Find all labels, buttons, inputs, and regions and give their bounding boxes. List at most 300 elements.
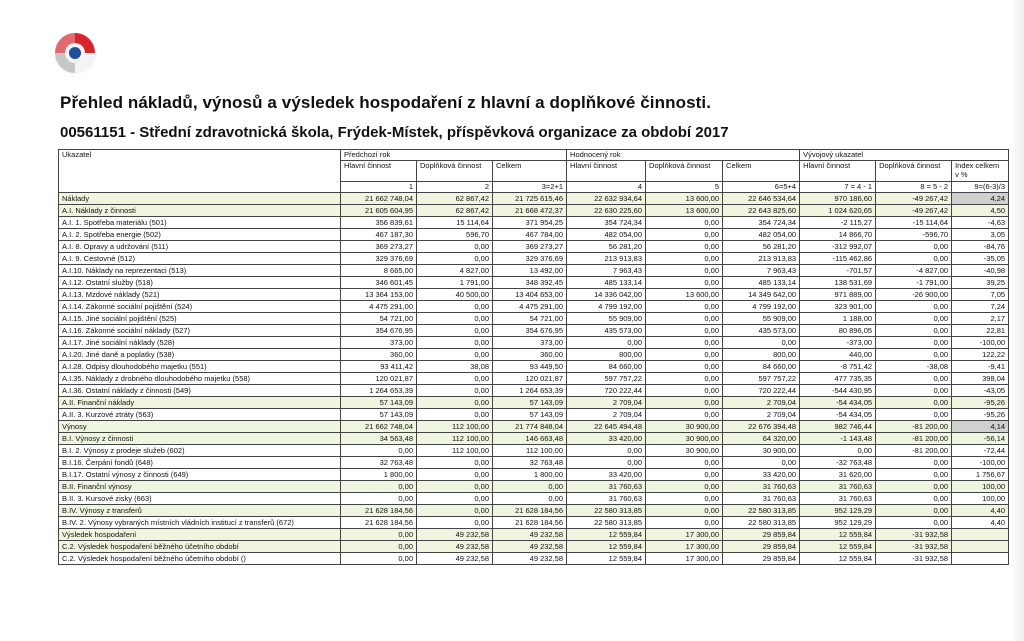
value-cell: 213 913,83	[567, 253, 646, 265]
table-row	[59, 217, 1009, 229]
row-label: A.I.20. Jiné daně a poplatky (538)	[59, 349, 341, 361]
value-cell: 0,00	[646, 313, 723, 325]
value-cell: 31 760,63	[567, 493, 646, 505]
row-label: Náklady	[59, 193, 341, 205]
value-cell: 100,00	[952, 481, 1009, 493]
value-cell: 354 676,95	[493, 325, 567, 337]
value-cell: 17 300,00	[646, 529, 723, 541]
value-cell: -1 791,00	[876, 277, 952, 289]
value-cell: 0,00	[417, 253, 493, 265]
value-cell: 1 264 653,39	[493, 385, 567, 397]
value-cell: 29 859,84	[723, 529, 800, 541]
value-cell: 0,00	[646, 301, 723, 313]
value-cell: 12 559,84	[567, 529, 646, 541]
row-label: Výnosy	[59, 421, 341, 433]
value-cell: 0,00	[417, 481, 493, 493]
value-cell: -2 115,27	[800, 217, 876, 229]
value-cell: 146 663,48	[493, 433, 567, 445]
table-row	[59, 385, 1009, 397]
value-cell: 22 580 313,85	[723, 517, 800, 529]
value-cell: 0,00	[493, 481, 567, 493]
value-cell: 8 665,00	[341, 265, 417, 277]
row-label: C.2. Výsledek hospodaření běžného účetního období	[59, 541, 341, 553]
value-cell: 0,00	[876, 337, 952, 349]
value-cell: 49 232,58	[493, 541, 567, 553]
value-cell: -81 200,00	[876, 433, 952, 445]
row-label: B.IV. 2. Výnosy vybraných místních vládních institucí z transferů (672)	[59, 517, 341, 529]
value-cell: 13 600,00	[646, 193, 723, 205]
value-cell: 597 757,22	[723, 373, 800, 385]
value-cell: 12 559,84	[567, 553, 646, 565]
table-row	[59, 205, 1009, 217]
value-cell: 49 232,58	[493, 529, 567, 541]
value-cell: 360,00	[341, 349, 417, 361]
value-cell: 100,00	[952, 493, 1009, 505]
value-cell: -100,00	[952, 457, 1009, 469]
value-cell: 12 559,84	[567, 541, 646, 553]
value-cell: -56,14	[952, 433, 1009, 445]
column-index: 2	[417, 182, 493, 193]
value-cell: 93 449,50	[493, 361, 567, 373]
value-cell: 17 300,00	[646, 553, 723, 565]
value-cell: -373,00	[800, 337, 876, 349]
value-cell: 0,00	[646, 397, 723, 409]
value-cell: 14 349 642,00	[723, 289, 800, 301]
table-row	[59, 253, 1009, 265]
value-cell: -72,44	[952, 445, 1009, 457]
value-cell: -38,08	[876, 361, 952, 373]
value-cell: 0,00	[646, 241, 723, 253]
value-cell	[952, 553, 1009, 565]
column-index: 5	[646, 182, 723, 193]
value-cell: 0,00	[646, 361, 723, 373]
value-cell: 33 420,00	[723, 469, 800, 481]
value-cell: -95,26	[952, 397, 1009, 409]
row-label: A.II. 3. Kurzové ztráty (563)	[59, 409, 341, 421]
value-cell: 31 760,63	[723, 493, 800, 505]
value-cell: 12 559,84	[800, 529, 876, 541]
value-cell: 122,22	[952, 349, 1009, 361]
column-index: 6=5+4	[723, 182, 800, 193]
value-cell: 22,81	[952, 325, 1009, 337]
value-cell: 30 900,00	[646, 421, 723, 433]
value-cell: 84 660,00	[723, 361, 800, 373]
value-cell: 0,00	[417, 505, 493, 517]
value-cell: 0,00	[646, 469, 723, 481]
value-cell: 0,00	[646, 217, 723, 229]
value-cell: 7,05	[952, 289, 1009, 301]
value-cell: 0,00	[567, 457, 646, 469]
report-table	[58, 149, 1009, 565]
value-cell: 32 763,48	[341, 457, 417, 469]
value-cell: 329 376,69	[341, 253, 417, 265]
value-cell: 0,00	[876, 325, 952, 337]
value-cell: 21 628 184,56	[493, 505, 567, 517]
value-cell: 14 336 042,00	[567, 289, 646, 301]
value-cell: -115 462,86	[800, 253, 876, 265]
table-row	[59, 469, 1009, 481]
value-cell: 21 662 748,04	[341, 193, 417, 205]
report-subtitle: 00561151 - Střední zdravotnická škola, Frýdek-Místek, příspěvková organizace za období 2017	[60, 124, 729, 141]
value-cell: 7 963,43	[567, 265, 646, 277]
value-cell: 0,00	[876, 301, 952, 313]
row-label: A.I. 9. Cestovné (512)	[59, 253, 341, 265]
value-cell: 0,00	[646, 493, 723, 505]
value-cell: 14 866,70	[800, 229, 876, 241]
header-group-trend: Vývojový ukazatel	[800, 150, 1009, 161]
value-cell: -95,26	[952, 409, 1009, 421]
row-label: A.I.16. Zákonné sociální náklady (527)	[59, 325, 341, 337]
table-row	[59, 373, 1009, 385]
value-cell: -81 200,00	[876, 445, 952, 457]
value-cell: 952 129,29	[800, 505, 876, 517]
table-row	[59, 337, 1009, 349]
value-cell: -1 143,48	[800, 433, 876, 445]
value-cell: 4 827,00	[417, 265, 493, 277]
value-cell: -701,57	[800, 265, 876, 277]
value-cell: 971 889,00	[800, 289, 876, 301]
value-cell: 21 725 615,46	[493, 193, 567, 205]
column-index: 8 = 5 - 2	[876, 182, 952, 193]
value-cell: 482 054,00	[723, 229, 800, 241]
table-row	[59, 325, 1009, 337]
value-cell: 0,00	[341, 541, 417, 553]
value-cell: 0,00	[646, 409, 723, 421]
header-subcolumn: Celkem	[723, 161, 800, 182]
value-cell: 22 580 313,85	[567, 505, 646, 517]
value-cell: 49 232,58	[417, 541, 493, 553]
header-group-row	[59, 150, 1009, 161]
value-cell: 30 900,00	[723, 445, 800, 457]
value-cell: -8 751,42	[800, 361, 876, 373]
value-cell: 120 021,87	[493, 373, 567, 385]
value-cell: 354 724,34	[567, 217, 646, 229]
value-cell: 4 475 291,00	[493, 301, 567, 313]
value-cell: 323 901,00	[800, 301, 876, 313]
report-title: Přehled nákladů, výnosů a výsledek hospodaření z hlavní a doplňkové činnosti.	[60, 93, 712, 112]
value-cell: 982 746,44	[800, 421, 876, 433]
header-group-previous-year: Předchozí rok	[341, 150, 567, 161]
value-cell: 0,00	[341, 445, 417, 457]
value-cell: -81 200,00	[876, 421, 952, 433]
value-cell: 356 839,61	[341, 217, 417, 229]
value-cell: 64 320,00	[723, 433, 800, 445]
value-cell: 720 222,44	[723, 385, 800, 397]
value-cell: 21 668 472,37	[493, 205, 567, 217]
row-label: B.II. 3. Kursové zisky (663)	[59, 493, 341, 505]
row-label: A.I.36. Ostatní náklady z činnosti (549)	[59, 385, 341, 397]
value-cell: -49 267,42	[876, 193, 952, 205]
value-cell: 4 475 291,00	[341, 301, 417, 313]
header-subcolumn: Hlavní činnost	[800, 161, 876, 182]
value-cell: 13 364 153,00	[341, 289, 417, 301]
value-cell: 2 709,04	[567, 397, 646, 409]
row-label: B.I. 2. Výnosy z prodeje služeb (602)	[59, 445, 341, 457]
value-cell: 435 573,00	[723, 325, 800, 337]
value-cell: 435 573,00	[567, 325, 646, 337]
value-cell: 0,00	[646, 505, 723, 517]
value-cell: 398,04	[952, 373, 1009, 385]
column-index: 1	[341, 182, 417, 193]
row-label: A.I. 2. Spotřeba energie (502)	[59, 229, 341, 241]
row-label: B.IV. Výnosy z transferů	[59, 505, 341, 517]
value-cell	[952, 541, 1009, 553]
value-cell: 0,00	[646, 229, 723, 241]
table-row	[59, 313, 1009, 325]
value-cell: 2 709,04	[723, 409, 800, 421]
value-cell: -4 827,00	[876, 265, 952, 277]
value-cell: 0,00	[417, 397, 493, 409]
value-cell: 21 628 184,56	[493, 517, 567, 529]
row-label: A.I. 1. Spotřeba materiálu (501)	[59, 217, 341, 229]
value-cell: 346 601,45	[341, 277, 417, 289]
value-cell: 485 133,14	[567, 277, 646, 289]
table-row	[59, 445, 1009, 457]
value-cell: 0,00	[646, 457, 723, 469]
value-cell: -54 434,05	[800, 397, 876, 409]
value-cell: -15 114,64	[876, 217, 952, 229]
value-cell: 0,00	[417, 301, 493, 313]
value-cell: -4,63	[952, 217, 1009, 229]
value-cell: 4,40	[952, 505, 1009, 517]
value-cell: 22 645 494,48	[567, 421, 646, 433]
row-label: A.I.35. Náklady z drobného dlouhodobého majetku (558)	[59, 373, 341, 385]
value-cell: 21 605 604,95	[341, 205, 417, 217]
value-cell: 34 563,48	[341, 433, 417, 445]
column-index: 9=(6-3)/3	[952, 182, 1009, 193]
row-label: A.II. Finanční náklady	[59, 397, 341, 409]
value-cell: 0,00	[723, 457, 800, 469]
value-cell: 0,00	[417, 241, 493, 253]
table-row	[59, 397, 1009, 409]
value-cell: 467 784,00	[493, 229, 567, 241]
value-cell: 952 129,29	[800, 517, 876, 529]
value-cell: 12 559,84	[800, 553, 876, 565]
value-cell: 57 143,09	[341, 397, 417, 409]
value-cell: 0,00	[417, 469, 493, 481]
value-cell: 467 187,30	[341, 229, 417, 241]
value-cell: -35,05	[952, 253, 1009, 265]
value-cell: 22 580 313,85	[723, 505, 800, 517]
value-cell: 93 411,42	[341, 361, 417, 373]
row-label: A.I.12. Ostatní služby (518)	[59, 277, 341, 289]
value-cell: -43,05	[952, 385, 1009, 397]
table-row	[59, 517, 1009, 529]
value-cell: 0,00	[646, 337, 723, 349]
value-cell: -49 267,42	[876, 205, 952, 217]
header-subcolumn: Index celkem v %	[952, 161, 1009, 182]
value-cell: 0,00	[341, 493, 417, 505]
value-cell: 0,00	[417, 313, 493, 325]
value-cell: 7,24	[952, 301, 1009, 313]
value-cell: -31 932,58	[876, 541, 952, 553]
header-group-evaluated-year: Hodnocený rok	[567, 150, 800, 161]
value-cell: 0,00	[646, 385, 723, 397]
value-cell: -544 430,95	[800, 385, 876, 397]
row-label: B.I. Výnosy z činnosti	[59, 433, 341, 445]
value-cell: 369 273,27	[341, 241, 417, 253]
value-cell: 30 900,00	[646, 445, 723, 457]
value-cell: 0,00	[876, 505, 952, 517]
value-cell: 29 859,84	[723, 541, 800, 553]
column-index: 4	[567, 182, 646, 193]
value-cell: 0,00	[646, 265, 723, 277]
value-cell: 3,05	[952, 229, 1009, 241]
value-cell: 22 630 225,60	[567, 205, 646, 217]
header-subcolumn: Hlavní činnost	[341, 161, 417, 182]
value-cell: 62 867,42	[417, 205, 493, 217]
value-cell: 0,00	[723, 337, 800, 349]
value-cell: 4 799 192,00	[567, 301, 646, 313]
row-label: C.2. Výsledek hospodaření běžného účetního období ()	[59, 553, 341, 565]
value-cell: 13 492,00	[493, 265, 567, 277]
value-cell: 354 676,95	[341, 325, 417, 337]
value-cell: 440,00	[800, 349, 876, 361]
value-cell: 12 559,84	[800, 541, 876, 553]
page-edge-shadow	[1010, 0, 1024, 641]
value-cell: 0,00	[876, 517, 952, 529]
value-cell: 55 909,00	[567, 313, 646, 325]
row-label: A.I. Náklady z činnosti	[59, 205, 341, 217]
row-label: A.I.17. Jiné sociální náklady (528)	[59, 337, 341, 349]
value-cell: -312 992,07	[800, 241, 876, 253]
value-cell: 1 756,67	[952, 469, 1009, 481]
header-subcolumn: Celkem	[493, 161, 567, 182]
value-cell: 4,40	[952, 517, 1009, 529]
table-row	[59, 409, 1009, 421]
value-cell: 4,14	[952, 421, 1009, 433]
value-cell: 0,00	[417, 385, 493, 397]
value-cell: -26 900,00	[876, 289, 952, 301]
value-cell: -31 932,58	[876, 553, 952, 565]
value-cell: 1 188,00	[800, 313, 876, 325]
value-cell: 0,00	[417, 325, 493, 337]
value-cell: 84 660,00	[567, 361, 646, 373]
value-cell: 0,00	[876, 313, 952, 325]
value-cell: 0,00	[567, 337, 646, 349]
table-row	[59, 541, 1009, 553]
value-cell: 54 721,00	[341, 313, 417, 325]
value-cell: -9,41	[952, 361, 1009, 373]
value-cell: 33 420,00	[567, 469, 646, 481]
value-cell: 597 757,22	[567, 373, 646, 385]
organization-logo	[52, 30, 98, 76]
value-cell: 22 643 825,60	[723, 205, 800, 217]
value-cell: 0,00	[876, 409, 952, 421]
header-subcolumn: Doplňková činnost	[646, 161, 723, 182]
row-label: A.I.13. Mzdové náklady (521)	[59, 289, 341, 301]
value-cell: 120 021,87	[341, 373, 417, 385]
row-label: A.I.14. Zákonné sociální pojištění (524)	[59, 301, 341, 313]
value-cell: 1 800,00	[493, 469, 567, 481]
value-cell	[952, 529, 1009, 541]
value-cell: 0,00	[876, 253, 952, 265]
value-cell: 49 232,58	[493, 553, 567, 565]
value-cell: 0,00	[567, 445, 646, 457]
value-cell: -100,00	[952, 337, 1009, 349]
value-cell: 2,17	[952, 313, 1009, 325]
table-row	[59, 277, 1009, 289]
column-index: 3=2+1	[493, 182, 567, 193]
value-cell: 0,00	[646, 517, 723, 529]
value-cell: 970 186,60	[800, 193, 876, 205]
value-cell: 112 100,00	[417, 445, 493, 457]
value-cell: 0,00	[417, 493, 493, 505]
value-cell: 57 143,09	[493, 409, 567, 421]
value-cell: 21 662 748,04	[341, 421, 417, 433]
value-cell: 13 600,00	[646, 289, 723, 301]
value-cell: 596,70	[417, 229, 493, 241]
value-cell: 348 392,45	[493, 277, 567, 289]
value-cell: -40,98	[952, 265, 1009, 277]
value-cell: 0,00	[646, 277, 723, 289]
value-cell: 29 859,84	[723, 553, 800, 565]
table-row	[59, 481, 1009, 493]
value-cell: 31 760,63	[800, 481, 876, 493]
value-cell: 15 114,64	[417, 217, 493, 229]
value-cell: 0,00	[876, 349, 952, 361]
table-row	[59, 421, 1009, 433]
value-cell: 21 628 184,56	[341, 517, 417, 529]
value-cell: 112 100,00	[493, 445, 567, 457]
value-cell: 354 724,34	[723, 217, 800, 229]
value-cell: 62 867,42	[417, 193, 493, 205]
value-cell: 112 100,00	[417, 421, 493, 433]
value-cell: 49 232,58	[417, 553, 493, 565]
value-cell: 0,00	[800, 445, 876, 457]
value-cell: 1 800,00	[341, 469, 417, 481]
value-cell: 0,00	[493, 493, 567, 505]
value-cell: 32 763,48	[493, 457, 567, 469]
value-cell: 13 600,00	[646, 205, 723, 217]
row-label: Výsledek hospodaření	[59, 529, 341, 541]
value-cell: 38,08	[417, 361, 493, 373]
table-row	[59, 553, 1009, 565]
value-cell: 31 760,63	[723, 481, 800, 493]
row-label: B.I.17. Ostatní výnosy z činnosti (649)	[59, 469, 341, 481]
value-cell: 112 100,00	[417, 433, 493, 445]
value-cell: 213 913,83	[723, 253, 800, 265]
column-index: 7 = 4 - 1	[800, 182, 876, 193]
value-cell: 0,00	[417, 337, 493, 349]
value-cell: 369 273,27	[493, 241, 567, 253]
table-row	[59, 349, 1009, 361]
value-cell: 39,25	[952, 277, 1009, 289]
value-cell: 49 232,58	[417, 529, 493, 541]
row-label: A.I. 8. Opravy a udržování (511)	[59, 241, 341, 253]
row-label: A.I.28. Odpisy dlouhodobého majetku (551)	[59, 361, 341, 373]
value-cell: 54 721,00	[493, 313, 567, 325]
value-cell: -31 932,58	[876, 529, 952, 541]
value-cell: 0,00	[341, 481, 417, 493]
value-cell: 0,00	[646, 373, 723, 385]
value-cell: 373,00	[341, 337, 417, 349]
table-row	[59, 289, 1009, 301]
value-cell: 4,24	[952, 193, 1009, 205]
value-cell: 22 646 534,64	[723, 193, 800, 205]
table-row	[59, 265, 1009, 277]
header-subcolumn: Doplňková činnost	[876, 161, 952, 182]
value-cell: 0,00	[876, 493, 952, 505]
value-cell: 373,00	[493, 337, 567, 349]
value-cell: 0,00	[876, 469, 952, 481]
value-cell: 1 264 653,39	[341, 385, 417, 397]
value-cell: 31 620,00	[800, 469, 876, 481]
row-label: B.I.16. Čerpání fondů (648)	[59, 457, 341, 469]
value-cell: -32 763,48	[800, 457, 876, 469]
value-cell: 55 909,00	[723, 313, 800, 325]
value-cell: 720 222,44	[567, 385, 646, 397]
